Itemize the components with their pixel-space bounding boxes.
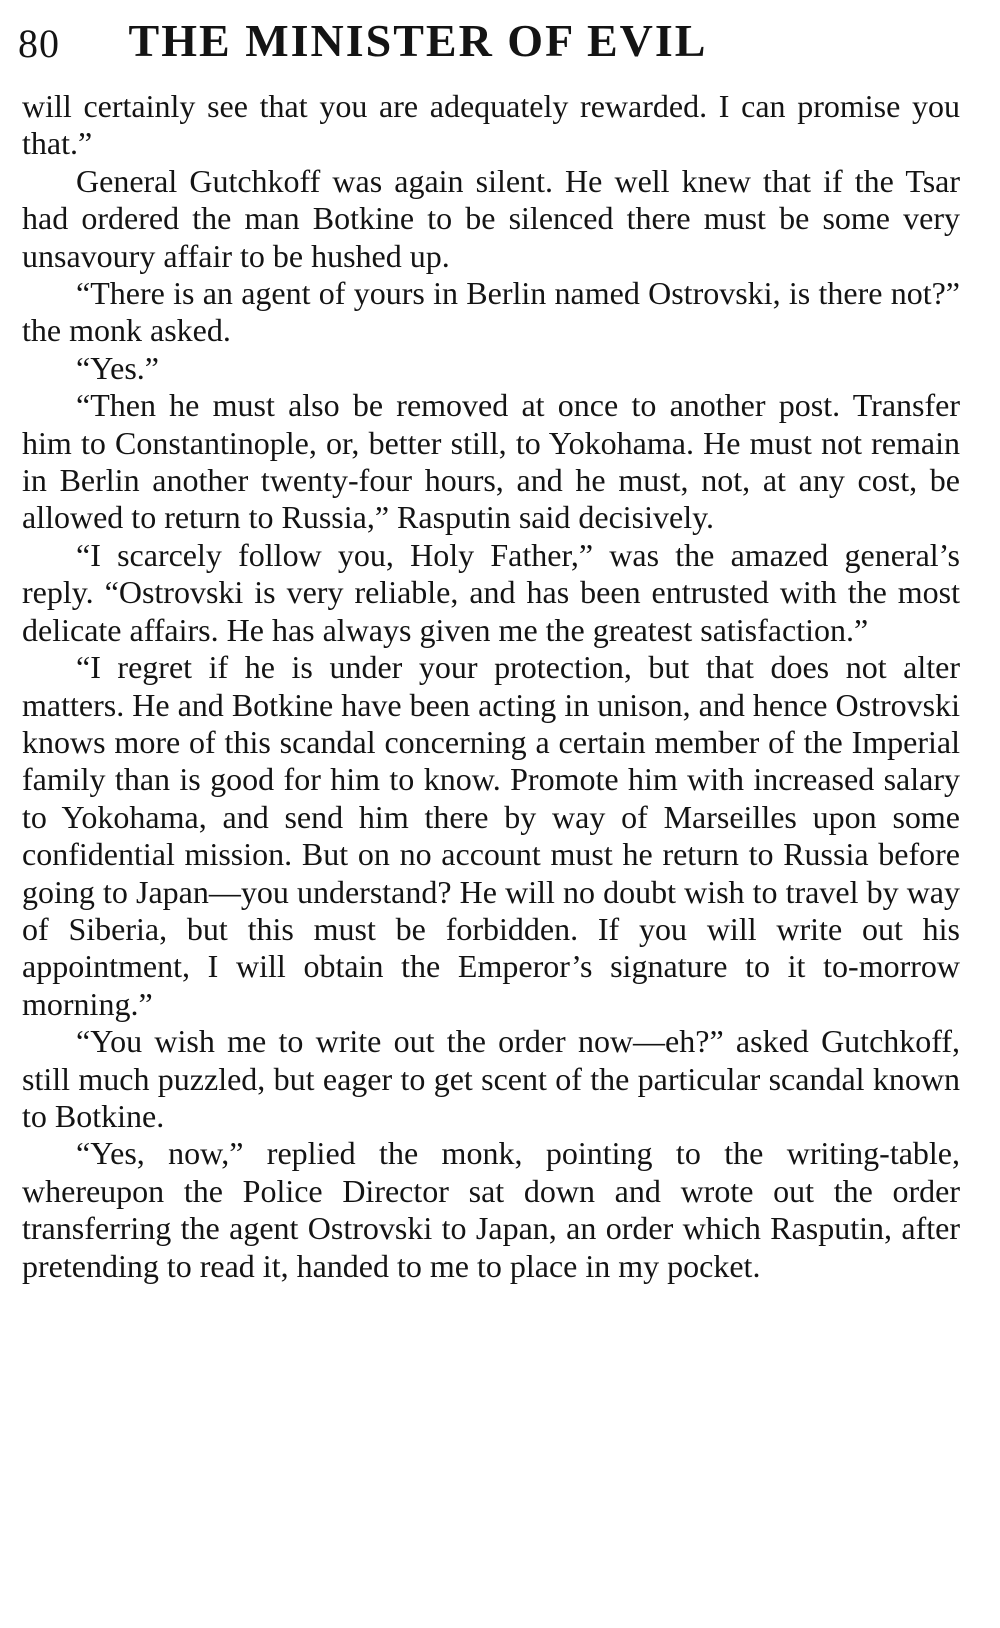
running-title: THE MINISTER OF EVIL (128, 15, 708, 66)
body-text (22, 88, 960, 1285)
paragraph: General Gutchkoff was again silent. He well knew that if the Tsar had ordered the man Botkine to be silenced there must be some very unsavoury affair to be hushed up. (22, 162, 960, 274)
page-number: 80 (18, 21, 60, 66)
page-header (18, 14, 978, 84)
paragraph: “I scarcely follow you, Holy Father,” was the amazed general’s reply. “Ostrovski is very reliable, and has been entrusted with the most delicate affairs. He has always given me the greatest satisfaction.” (22, 536, 960, 648)
paragraph-continuation: will certainly see that you are adequately rewarded. I can promise you that.” (22, 88, 960, 162)
paragraph: “You wish me to write out the order now—eh?” asked Gutchkoff, still much puzzled, but eager to get scent of the particular scandal known to Botkine. (22, 1023, 960, 1134)
paragraph: “I regret if he is under your protection, but that does not alter matters. He and Botkine have been acting in unison, and hence Ostrovski knows more of this scandal concerning a certain member of the Imperial family than is good for him to know. Promote him with increased salary to Yokohama, and send him there by way of Marseilles upon some confidential mission. But on no account must he return to Russia before going to Japan—you understand? He will no doubt wish to travel by way of Siberia, but this must be forbidden. If you will write out his appointment, I will obtain the Emperor’s signature to it to-morrow morning.” (22, 649, 960, 1022)
paragraph: “Yes.” (76, 349, 159, 386)
paragraph: “There is an agent of yours in Berlin named Ostrovski, is there not?” the monk asked. (22, 275, 960, 349)
paragraph: “Yes, now,” replied the monk, pointing to the writing-table, whereupon the Police Director sat down and wrote out the order transferring the agent Ostrovski to Japan, an order which Rasputin, after pretending to read it, handed to me to place in my pocket. (22, 1135, 960, 1284)
paragraph: “Then he must also be removed at once to another post. Transfer him to Constantinople, or, better still, to Yokohama. He must not remain in Berlin another twenty-four hours, and he must, not, at any cost, be allowed to return to Russia,” Rasputin said decisively. (22, 387, 960, 536)
